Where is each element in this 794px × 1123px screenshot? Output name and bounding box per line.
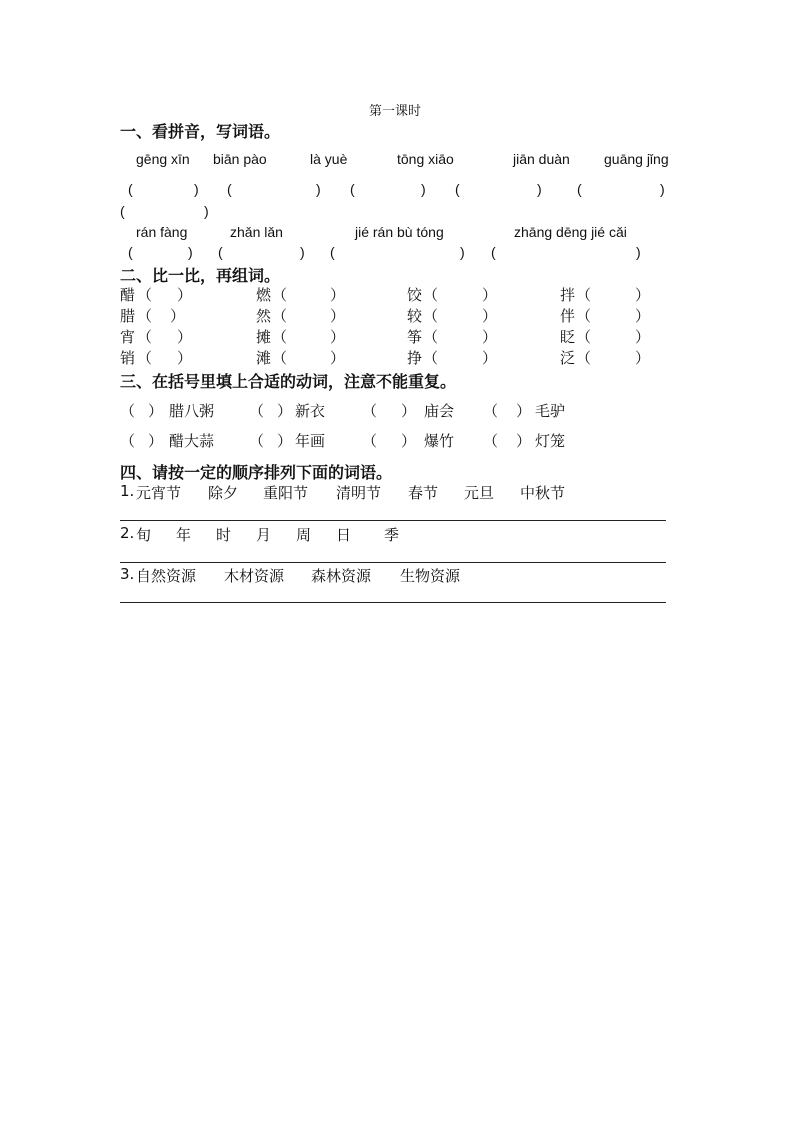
paren-open: （ xyxy=(483,402,499,420)
order-word: 除夕 xyxy=(208,484,239,502)
compare-char: 醋 xyxy=(120,286,136,304)
item-number: 3. xyxy=(120,565,135,583)
paren-close: ） xyxy=(277,402,293,420)
order-word: 时 xyxy=(216,526,232,544)
verb-object: 毛驴 xyxy=(535,402,566,420)
pinyin-2: biān pào xyxy=(213,151,267,167)
order-word: 周 xyxy=(296,526,312,544)
paren-close: ） xyxy=(177,286,193,304)
pinyin-4: tōng xiāo xyxy=(397,151,454,167)
compare-char: 拌 xyxy=(560,286,576,304)
bracket-close: ) xyxy=(204,203,209,219)
paren-open: （ xyxy=(272,307,288,325)
verb-object: 醋大蒜 xyxy=(169,432,215,450)
compare-char: 腊 xyxy=(120,307,136,325)
paren-close: ） xyxy=(177,349,193,367)
paren-open: （ xyxy=(137,286,153,304)
order-word: 日 xyxy=(336,526,352,544)
bracket-close: ) xyxy=(194,181,199,197)
paren-close: ） xyxy=(330,307,346,325)
paren-open: （ xyxy=(483,432,499,450)
paren-close: ） xyxy=(516,432,532,450)
paren-open: （ xyxy=(576,328,592,346)
bracket-open: ( xyxy=(350,181,355,197)
pinyin-3: là yuè xyxy=(310,151,348,167)
paren-close: ） xyxy=(170,307,186,325)
compare-char: 滩 xyxy=(256,349,272,367)
verb-object: 年画 xyxy=(295,432,326,450)
section-4-heading: 四、请按一定的顺序排列下面的词语。 xyxy=(120,463,393,482)
order-word: 年 xyxy=(176,526,192,544)
bracket-close: ) xyxy=(188,244,193,260)
section-2-heading: 二、比一比，再组词。 xyxy=(120,266,281,285)
bracket-close: ) xyxy=(421,181,426,197)
order-word: 森林资源 xyxy=(311,567,372,585)
paren-close: ） xyxy=(482,349,498,367)
paren-open: （ xyxy=(576,349,592,367)
paren-open: （ xyxy=(423,307,439,325)
bracket-open: ( xyxy=(218,244,223,260)
item-number: 1. xyxy=(120,482,135,500)
bracket-close: ) xyxy=(636,244,641,260)
pinyin-5: jiān duàn xyxy=(513,151,570,167)
paren-close: ） xyxy=(277,432,293,450)
paren-open: （ xyxy=(137,328,153,346)
verb-object: 灯笼 xyxy=(535,432,566,450)
verb-object: 腊八粥 xyxy=(169,402,215,420)
compare-char: 摊 xyxy=(256,328,272,346)
pinyin-10: zhāng dēng jié cǎi xyxy=(514,224,627,240)
paren-open: （ xyxy=(576,307,592,325)
answer-line xyxy=(120,520,666,521)
bracket-close: ) xyxy=(300,244,305,260)
bracket-open: ( xyxy=(491,244,496,260)
paren-open: （ xyxy=(272,328,288,346)
paren-open: （ xyxy=(272,349,288,367)
order-word: 木材资源 xyxy=(224,567,285,585)
paren-open: （ xyxy=(120,402,136,420)
order-word: 季 xyxy=(384,526,400,544)
paren-open: （ xyxy=(249,432,265,450)
paren-close: ） xyxy=(330,328,346,346)
paren-close: ） xyxy=(635,286,651,304)
pinyin-6: guāng jǐng xyxy=(604,151,669,167)
pinyin-1: gēng xīn xyxy=(136,151,190,167)
paren-open: （ xyxy=(362,402,378,420)
order-word: 清明节 xyxy=(336,484,382,502)
paren-open: （ xyxy=(272,286,288,304)
paren-close: ） xyxy=(330,286,346,304)
section-3-heading: 三、在括号里填上合适的动词，注意不能重复。 xyxy=(120,372,457,391)
paren-close: ） xyxy=(148,432,164,450)
bracket-open: ( xyxy=(577,181,582,197)
paren-close: ） xyxy=(177,328,193,346)
page-title: 第一课时 xyxy=(369,104,422,119)
bracket-close: ) xyxy=(660,181,665,197)
paren-close: ） xyxy=(401,432,417,450)
bracket-open: ( xyxy=(330,244,335,260)
paren-open: （ xyxy=(423,286,439,304)
compare-char: 饺 xyxy=(407,286,423,304)
bracket-open: ( xyxy=(455,181,460,197)
compare-char: 燃 xyxy=(256,286,272,304)
order-word: 自然资源 xyxy=(136,567,197,585)
paren-open: （ xyxy=(423,328,439,346)
order-word: 元旦 xyxy=(464,484,495,502)
pinyin-7: rán fàng xyxy=(136,224,188,240)
paren-open: （ xyxy=(423,349,439,367)
answer-line xyxy=(120,602,666,603)
order-word: 生物资源 xyxy=(400,567,461,585)
paren-close: ） xyxy=(401,402,417,420)
compare-char: 宵 xyxy=(120,328,136,346)
bracket-open: ( xyxy=(128,244,133,260)
paren-open: （ xyxy=(137,307,153,325)
paren-close: ） xyxy=(635,349,651,367)
compare-char: 然 xyxy=(256,307,272,325)
answer-line xyxy=(120,562,666,563)
bracket-close: ) xyxy=(537,181,542,197)
order-word: 重阳节 xyxy=(263,484,309,502)
compare-char: 筝 xyxy=(407,328,423,346)
bracket-close: ) xyxy=(316,181,321,197)
paren-close: ） xyxy=(482,307,498,325)
verb-object: 爆竹 xyxy=(424,432,455,450)
bracket-open: ( xyxy=(120,203,125,219)
paren-open: （ xyxy=(120,432,136,450)
bracket-open: ( xyxy=(128,181,133,197)
pinyin-9: jié rán bù tóng xyxy=(355,224,444,240)
order-word: 旬 xyxy=(136,526,152,544)
verb-object: 庙会 xyxy=(424,402,455,420)
pinyin-8: zhǎn lǎn xyxy=(230,224,283,240)
order-word: 中秋节 xyxy=(520,484,566,502)
compare-char: 泛 xyxy=(560,349,576,367)
item-number: 2. xyxy=(120,524,135,542)
verb-object: 新衣 xyxy=(295,402,326,420)
bracket-close: ) xyxy=(460,244,465,260)
paren-close: ） xyxy=(482,328,498,346)
paren-open: （ xyxy=(362,432,378,450)
compare-char: 销 xyxy=(120,349,136,367)
paren-close: ） xyxy=(516,402,532,420)
paren-close: ） xyxy=(482,286,498,304)
paren-open: （ xyxy=(576,286,592,304)
compare-char: 挣 xyxy=(407,349,423,367)
paren-open: （ xyxy=(249,402,265,420)
order-word: 月 xyxy=(256,526,272,544)
compare-char: 眨 xyxy=(560,328,576,346)
compare-char: 较 xyxy=(407,307,423,325)
paren-close: ） xyxy=(635,328,651,346)
compare-char: 伴 xyxy=(560,307,576,325)
order-word: 春节 xyxy=(408,484,439,502)
bracket-open: ( xyxy=(227,181,232,197)
paren-close: ） xyxy=(330,349,346,367)
paren-close: ） xyxy=(148,402,164,420)
paren-close: ） xyxy=(635,307,651,325)
paren-open: （ xyxy=(137,349,153,367)
order-word: 元宵节 xyxy=(136,484,182,502)
section-1-heading: 一、看拼音，写词语。 xyxy=(120,122,281,141)
